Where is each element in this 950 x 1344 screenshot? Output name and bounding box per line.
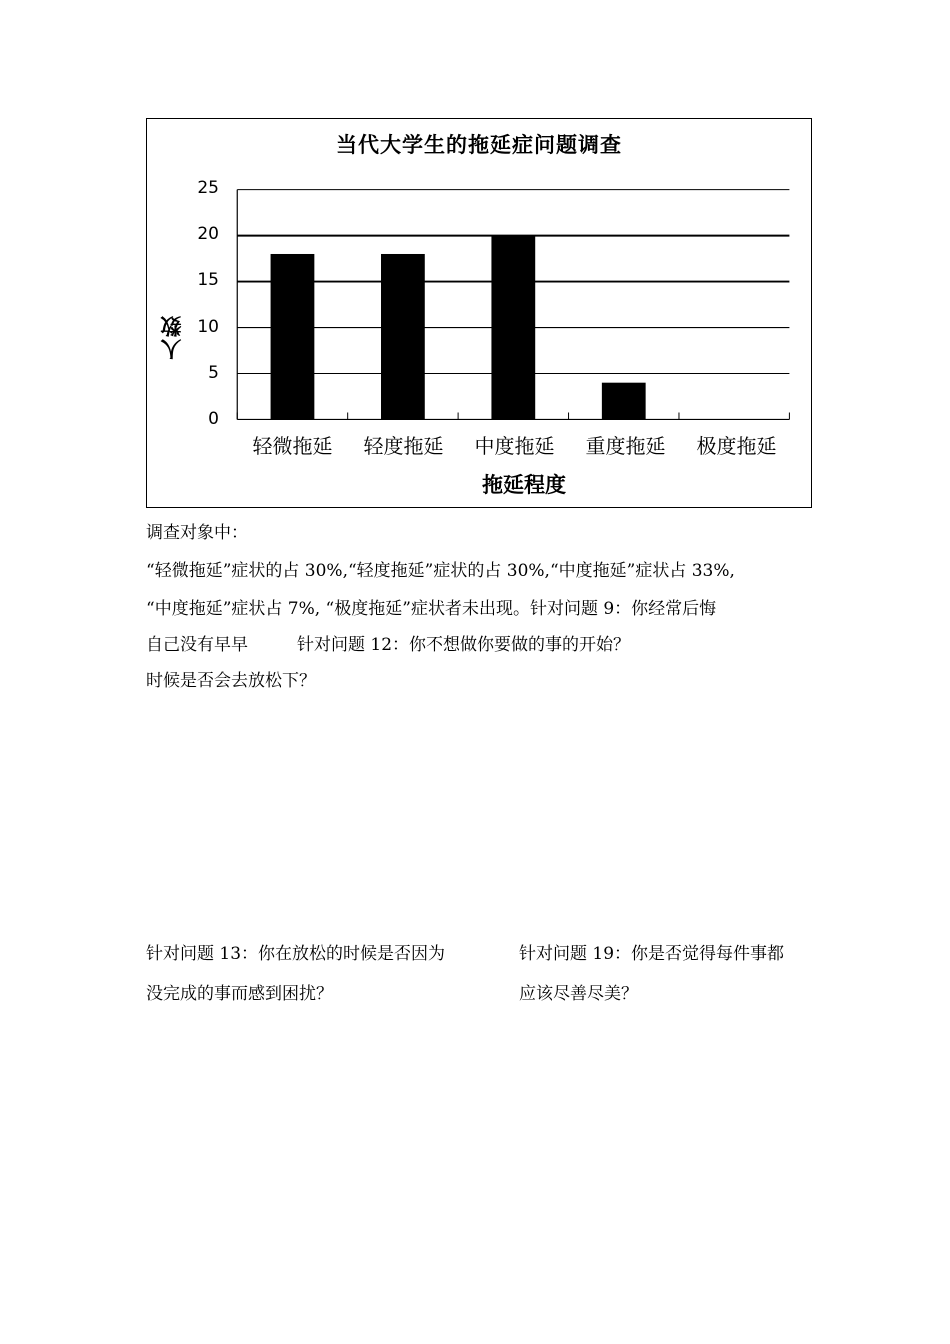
question-13-line-1: 针对问题 13：你在放松的时候是否因为 (146, 944, 446, 964)
question-13-line-2: 没完成的事而感到困扰？ (146, 984, 333, 1004)
paragraph-line-1: “轻微拖延”症状的占 30%,“轻度拖延”症状的占 30%,“中度拖延”症状占 33%, (146, 561, 735, 581)
intro-text: 调查对象中： (146, 523, 248, 543)
x-tick-label: 重度拖延 (585, 434, 666, 458)
y-tick-label: 0 (208, 409, 219, 429)
y-axis-label: 人数 (160, 314, 184, 360)
y-tick-label: 25 (197, 178, 219, 198)
question-19-line-1: 针对问题 19：你是否觉得每件事都 (519, 944, 785, 964)
y-tick-label: 5 (208, 362, 219, 383)
bar-轻度拖延 (381, 254, 425, 419)
x-tick-label: 极度拖延 (696, 434, 777, 458)
y-tick-label: 10 (197, 316, 219, 337)
bar-chart (146, 118, 812, 508)
y-tick-label: 20 (197, 224, 219, 245)
question-19-line-2: 应该尽善尽美？ (519, 984, 638, 1004)
paragraph-line-3a: 自己没有早早 (146, 635, 248, 655)
x-tick-label: 轻度拖延 (363, 434, 444, 458)
bar-中度拖延 (491, 236, 535, 420)
paragraph-line-3b: 针对问题 12：你不想做你要做的事的开始？ (297, 635, 631, 655)
x-axis-label: 拖延程度 (482, 473, 566, 497)
bar-重度拖延 (602, 383, 646, 420)
paragraph-line-2: “中度拖延”症状占 7%, “极度拖延”症状者未出现。针对问题 9：你经常后悔 (146, 599, 717, 619)
chart-title: 当代大学生的拖延症问题调查 (336, 133, 622, 157)
bar-轻微拖延 (271, 254, 315, 419)
x-tick-label: 轻微拖延 (252, 434, 333, 458)
y-tick-label: 15 (197, 270, 219, 291)
paragraph-line-4: 时候是否会去放松下？ (146, 671, 316, 691)
x-tick-label: 中度拖延 (474, 434, 555, 458)
